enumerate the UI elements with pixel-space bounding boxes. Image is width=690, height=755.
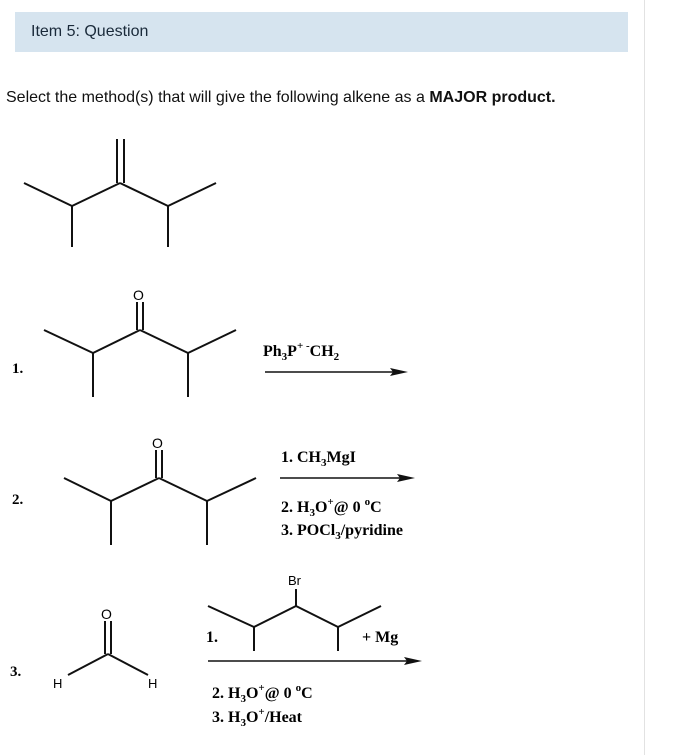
question-title: Item 5: Question — [31, 23, 149, 40]
option-2-number: 2. — [12, 492, 24, 508]
option-3-bromine-label: Br — [288, 573, 301, 588]
option-1-ketone-oxygen: O — [133, 287, 144, 303]
option-3-number: 3. — [10, 664, 22, 680]
option-2-step1: 1. $CH_3MgI$ — [281, 449, 356, 469]
option-2-arrow — [280, 474, 415, 482]
prompt-bold-text: MAJOR product. — [429, 89, 556, 106]
option-3-step2: 2. $H_3O^+@$ 0 $^o$C — [212, 682, 313, 705]
prompt-text: Select the method(s) that will give the following alkene as a — [6, 89, 430, 106]
option-3-step1-label: 1. — [206, 629, 218, 646]
option-1-arrow — [265, 368, 408, 376]
option-3-step1-reagent: + Mg — [362, 629, 399, 646]
option-2-step3: 3. POCl$_3$/pyridine — [281, 522, 403, 542]
option-3-aldehyde-structure — [68, 621, 148, 675]
target-alkene-structure — [24, 139, 216, 247]
option-3-aldehyde-oxygen: O — [101, 606, 112, 622]
option-2-ketone-oxygen: O — [152, 435, 163, 451]
option-3-step3: 3. $H_3O^+$/Heat — [212, 706, 303, 729]
option-3-bromide-structure — [208, 589, 381, 651]
option-1-reagent: $Ph_3P^{+ -}CH_2$ — [263, 340, 340, 363]
option-3-arrow — [208, 657, 422, 665]
option-2-step2: 2. $H_3O^+@$ 0 $^o$C — [281, 496, 382, 519]
option-1-ketone-structure — [44, 302, 236, 397]
option-1-number: 1. — [12, 361, 24, 377]
option-2-ketone-structure — [64, 450, 256, 545]
option-3-aldehyde-h-left: H — [53, 676, 63, 691]
option-3-aldehyde-h-right: H — [148, 676, 158, 691]
